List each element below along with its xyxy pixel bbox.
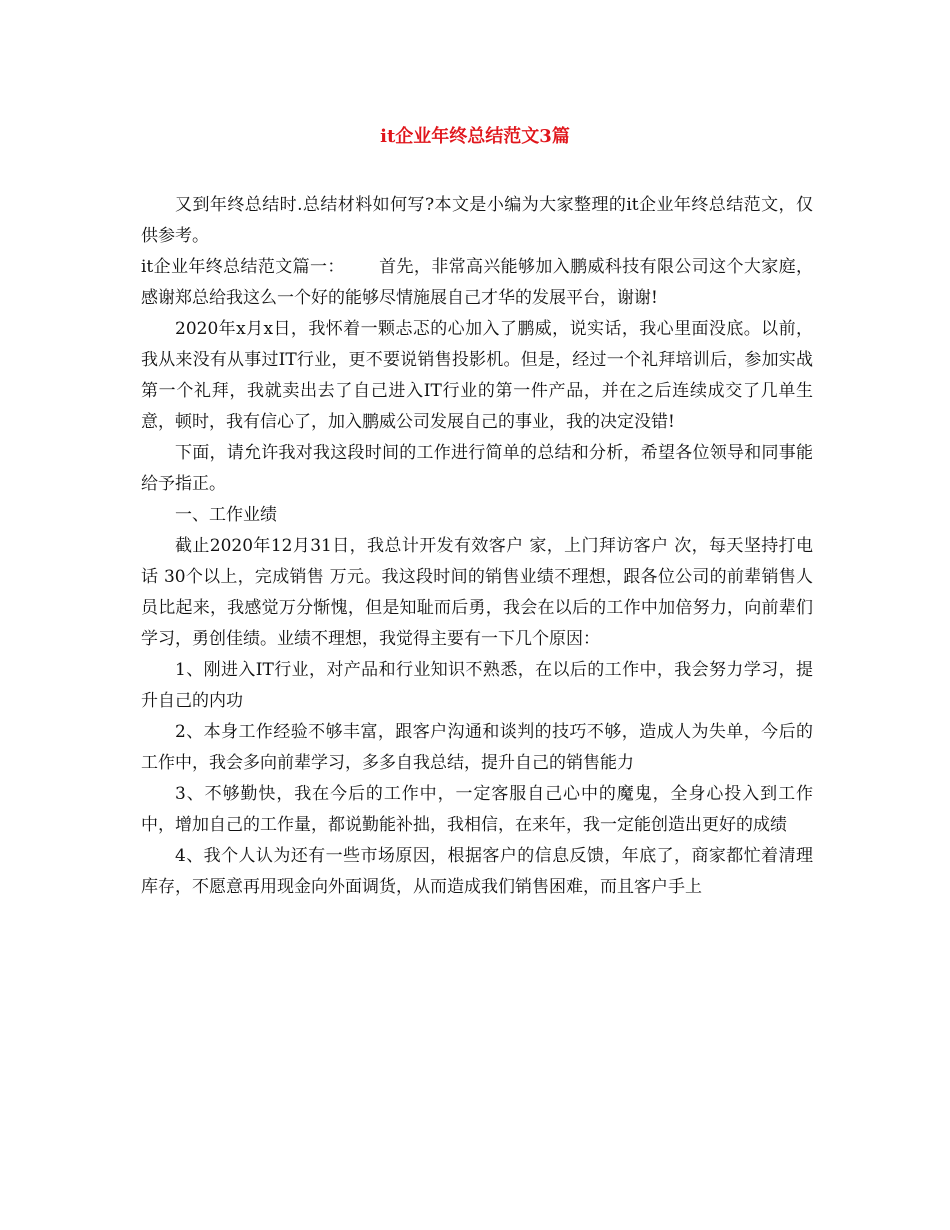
reason-item-4: 4、我个人认为还有一些市场原因，根据客户的信息反馈，年底了，商家都忙着清理库存，不愿意再用现金向外面调货，从而造成我们销售困难，而且客户手上 xyxy=(141,846,813,897)
section1-heading: it企业年终总结范文篇一： xyxy=(141,257,345,277)
section-heading-performance: 一、工作业绩 xyxy=(175,505,277,525)
summary-paragraph: 下面，请允许我对我这段时间的工作进行简单的总结和分析，希望各位领导和同事能给予指正。 xyxy=(141,443,813,494)
reason-item-1: 1、刚进入IT行业，对产品和行业知识不熟悉，在以后的工作中，我会努力学习，提升自己的内功 xyxy=(141,660,813,711)
reason-item-3: 3、不够勤快，我在今后的工作中，一定客服自己心中的魔鬼，全身心投入到工作中，增加自己的工作量，都说勤能补拙，我相信，在来年，我一定能创造出更好的成绩 xyxy=(141,784,813,835)
join-paragraph: 2020年x月x日，我怀着一颗忐忑的心加入了鹏威，说实话，我心里面没底。以前，我从来没有从事过IT行业，更不要说销售投影机。但是，经过一个礼拜培训后，参加实战第一个礼拜，我就卖出去了自己进入IT行业的第一件产品，并在之后连续成交了几单生意，顿时，我有信心了，加入鹏威公司发展自己的事业，我的决定没错! xyxy=(141,319,813,432)
document-title: it企业年终总结范文3篇 xyxy=(380,126,570,147)
performance-paragraph: 截止2020年12月31日，我总计开发有效客户 家，上门拜访客户 次，每天坚持打电话 30个以上，完成销售 万元。我这段时间的销售业绩不理想，跟各位公司的前辈销售人员比起来，我感觉万分惭愧，但是知耻而后勇，我会在以后的工作中加倍努力，向前辈们学习，勇创佳绩。业绩不理想，我觉得主要有一下几个原因： xyxy=(141,536,813,649)
section1-opening: 首先，非常高兴能够加入鹏威科技有限公司这个大家庭，感谢郑总给我这么一个好的能够尽情施展自己才华的发展平台，谢谢! xyxy=(141,257,813,308)
reason-item-2: 2、本身工作经验不够丰富，跟客户沟通和谈判的技巧不够，造成人为失单，今后的工作中，我会多向前辈学习，多多自我总结，提升自己的销售能力 xyxy=(141,722,813,773)
intro-paragraph: 又到年终总结时.总结材料如何写?本文是小编为大家整理的it企业年终总结范文，仅供参考。 xyxy=(141,195,813,246)
section1-paragraph xyxy=(141,252,813,314)
document-body xyxy=(141,190,813,903)
